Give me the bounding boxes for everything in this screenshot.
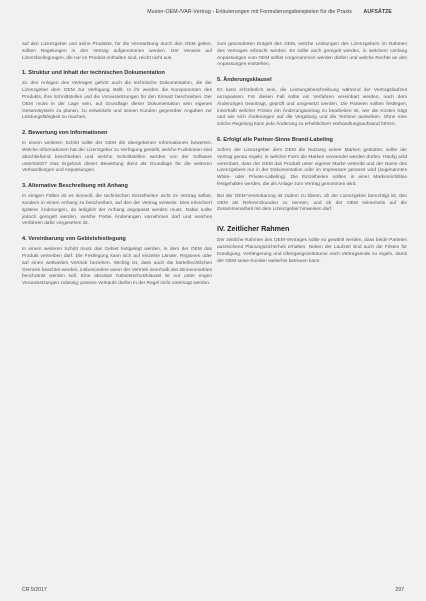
section-heading-6: 6. Erfolgt alle Partner-Sinne Brand-Labeling [217,136,333,143]
section-heading-2: 2. Bewertung von Informationen [22,130,108,137]
section-paragraph-6: Sofern der Lizenzgeber dem OEM die Nutzung seiner Marken gestattet, sollte der Vertrag genau regeln, in welcher Form die Marken verwendet werden dürfen. Häufig wird vereinbart, dass der OEM das Produkt unter eigener Marke vertreibt und der Name des Lizenzgebers nur in der Dokumentation oder im Impressum genannt wird (sogenanntes White- oder Private-Labeling). Die Einzelheiten sollten in einer Markenrichtlinie festgehalten werden, die als Anlage zum Vertrag genommen wird. [217,147,407,187]
section-paragraph-3: In einigen Fällen ist es sinnvoll, die technischen Einzelheiten nicht im Vertrag selbst, sondern in einem Anhang zu beschreiben, auf den der Vertrag verweist. Dies erleichtert spätere Änderungen, da lediglich der Anhang angepasst werden muss. Dabei sollte jedoch geregelt werden, welche Partei Änderungen vornehmen darf und welches Verfahren dafür vorgesehen ist. [22,194,212,227]
section-paragraph-2: In einem weiteren Schritt sollte der OEM die übergebenen Informationen bewerten. Welche Informationen hat der Lizenzgeber zu Verfügung gestellt, welche Funktionen sind abschließend beschrieben und welche Schnittstellen werden von der Software unterstützt? Das Ergebnis dieser Bewertung dient als Grundlage für die weiteren Verhandlungen und Anpassungen. [22,141,212,174]
running-head-section: AUFSÄTZE [363,9,392,15]
chapter-heading: IV. Zeitlicher Rahmen [217,224,290,234]
section-paragraph-6b: Bei der OEM-Vereinbarung ist zudem zu klären, ob der Lizenzgeber berechtigt ist, den OEM als Referenzkunden zu nennen, und ob der OEM seinerseits auf die Zusammenarbeit mit dem Lizenzgeber hinweisen darf. [217,193,407,213]
section-paragraph-5: Es kann erforderlich sein, die Leistungsbeschreibung während der Vertragslaufzeit anzupassen. Für diesen Fall sollte ein Verfahren vereinbart werden, nach dem Änderungen beantragt, geprüft und umgesetzt werden. Die Parteien sollten festlegen, innerhalb welcher Fristen ein Änderungsantrag zu bearbeiten ist, wer die Kosten trägt und wie sich Änderungen auf die Vergütung und die Termine auswirken. Ohne eine solche Regelung kann jede Änderung zu erheblichem Verhandlungsaufwand führen. [217,88,407,128]
right-column [217,42,407,270]
section-paragraph-4: In einem weiteren Schritt muss das Gebiet festgelegt werden, in dem der OEM das Produkt vertreiben darf. Die Festlegung kann sich auf einzelne Länder, Regionen oder auf einen weltweiten Vertrieb beziehen. Wichtig ist, dass auch die kartellrechtlichen Grenzen beachtet werden, insbesondere wenn der Vertrieb innerhalb des Binnenmarktes beschränkt werden soll. Eine absolute Gebietsschutzklausel ist nur unter engen Voraussetzungen zulässig; passive Verkäufe dürfen in der Regel nicht untersagt werden. [22,247,212,287]
left-column [22,42,212,293]
section-heading-4: 4. Vereinbarung von Gebietsfestlegung [22,236,126,243]
page-number: 297 [395,587,404,593]
left-intro-paragraph: auf den Lizenzgeber und seine Produkte, für die Vermarktung durch den OEM gelten, sollten Regelungen in den Vertrag aufgenommen werden. Der Verweis auf Lizenzbedingungen, die nur im Produkt enthalten sind, reicht nicht aus. [22,42,212,61]
section-paragraph-1: Zu den Anlagen des Vertrages gehört auch die technische Dokumentation, die der Lizenzgeber dem OEM zur Verfügung stellt. In ihr werden die Komponenten des Produkts, ihre Schnittstellen und die Voraussetzungen für den Einsatz beschrieben. Der OEM muss in der Lage sein, auf Grundlage dieser Dokumentation sein eigenes Gesamtsystem zu planen, zu entwickeln und seinen Kunden gegenüber Angaben zur Leistungsfähigkeit zu machen. [22,81,212,121]
chapter-paragraph: Der zeitliche Rahmen des OEM-Vertrages sollte so gewählt werden, dass beide Parteien ausreichend Planungssicherheit erhalten. Neben der Laufzeit sind auch die Fristen für Kündigung, Verlängerung und Übergangszeiträume nach Vertragsende zu regeln, damit der OEM seine Kunden weiterhin betreuen kann. [217,238,407,264]
section-heading-3: 3. Alternative Beschreibung mit Anhang [22,183,128,190]
page-footer [22,587,404,595]
right-intro-paragraph: zum gesonderten Entgelt des OEM, welche Leistungen des Lizenzgebers im Rahmen des Vertrages erbracht werden. Es sollte auch geregelt werden, in welchem Umfang Anpassungen vom OEM selbst vorgenommen werden dürfen und welche Rechte an den Anpassungen entstehen. [217,42,407,68]
running-head-title: Muster-OEM-/VAR-Vertrag - Erläuterungen mit Formulierungsbeispielen für die Praxis [147,9,352,15]
running-head [0,9,426,17]
section-heading-1: 1. Struktur und Inhalt der technischen Dokumentation [22,70,165,77]
section-heading-5: 5. Änderungsklausel [217,77,272,84]
journal-issue: CR 5/2017 [22,587,47,593]
